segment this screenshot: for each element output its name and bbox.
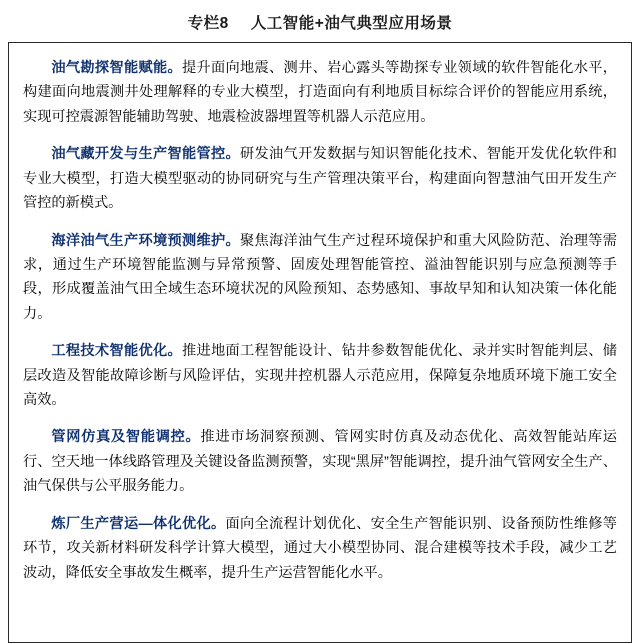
paragraph-3-body: 聚焦海洋油气生产过程环境保护和重大风险防范、治理等需求，通过生产环境智能监测与异常预警、固废处理智能管控、溢油智能识别与应急预测等手段，形成覆盖油气田全域生态环境状况的风险预知、态势感知、事故早知和认知决策一体化能力。 bbox=[23, 232, 617, 322]
paragraph-1-body: 提升面向地震、测井、岩心露头等勘探专业领域的软件智能化水平，构建面向地震测井处理解释的专业大模型，打造面向有利地质目标综合评价的智能应用系统，实现可控震源智能辅助驾驶、地震检波器埋置等机器人示范应用。 bbox=[23, 60, 617, 125]
paragraph-4-lead: 工程技术智能优化。 bbox=[51, 343, 182, 360]
paragraph-5 bbox=[23, 425, 617, 498]
paragraph-1-lead: 油气勘探智能赋能。 bbox=[51, 60, 182, 76]
paragraph-6-body: 面向全流程计划优化、安全生产智能识别、设备预防性维修等环节，攻关新材料研发科学计算大模型，通过大小模型协同、混合建模等技术手段，减少工艺波动，降低安全事故发生概率，提升生产运营智能化水平。 bbox=[23, 515, 617, 581]
title-text: 人工智能+油气典型应用场景 bbox=[250, 15, 453, 32]
paragraph-6-lead: 炼厂生产营运—体化优化。 bbox=[51, 515, 226, 532]
paragraph-3 bbox=[23, 229, 617, 327]
page-title bbox=[0, 0, 640, 42]
paragraph-1 bbox=[23, 56, 617, 129]
paragraph-2 bbox=[23, 142, 617, 215]
title-number: 专栏8 bbox=[187, 15, 229, 32]
paragraph-4-body: 推进地面工程智能设计、钻井参数智能优化、录并实时智能判层、储层改造及智能故障诊断与风险评估，实现井控机器人示范应用，保障复杂地质环境下施工安全高效。 bbox=[23, 343, 617, 409]
paragraph-5-lead: 管网仿真及智能调控。 bbox=[51, 429, 201, 446]
content-box bbox=[8, 42, 632, 643]
paragraph-5-body: 推进市场洞察预测、管网实时仿真及动态优化、高效智能站库运行、空天地一体线路管理及关键设备监测预警，实现“黑屏”智能调控，提升油气管网安全生产、油气保供与公平服务能力。 bbox=[23, 429, 617, 495]
paragraph-3-lead: 海洋油气生产环境预测维护。 bbox=[51, 232, 241, 249]
paragraph-2-body: 研发油气开发数据与知识智能化技术、智能开发优化软件和专业大模型，打造大模型驱动的协同研究与生产管理决策平台，构建面向智慧油气田开发生产管控的新模式。 bbox=[23, 146, 617, 212]
paragraph-6 bbox=[23, 512, 617, 585]
paragraph-2-lead: 油气藏开发与生产智能管控。 bbox=[51, 146, 241, 163]
paragraph-4 bbox=[23, 339, 617, 412]
